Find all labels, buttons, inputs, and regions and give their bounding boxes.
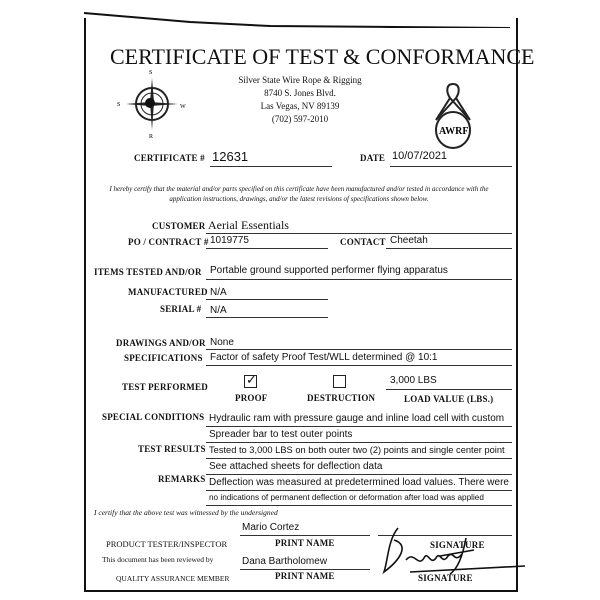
top-edge bbox=[80, 8, 520, 28]
reviewed-by-text: This document has been reviewed by bbox=[102, 555, 214, 564]
tester-name: Mario Cortez bbox=[242, 522, 300, 533]
special-conditions-line: Hydraulic ram with pressure gauge and inline load cell with custom bbox=[209, 413, 505, 424]
destruction-checkbox[interactable] bbox=[333, 375, 346, 388]
test-performed-label: TEST PERFORMED bbox=[122, 382, 208, 392]
special-conditions-line: Spreader bar to test outer points bbox=[209, 429, 353, 440]
test-results-line: Tested to 3,000 LBS on both outer two (2) points and single center point bbox=[209, 445, 505, 455]
items-label: ITEMS TESTED AND/OR bbox=[94, 267, 202, 277]
compass-logo-icon bbox=[112, 66, 192, 150]
svg-text:W: W bbox=[180, 104, 186, 110]
tester-label: PRODUCT TESTER/INSPECTOR bbox=[106, 539, 228, 549]
test-results-label: TEST RESULTS bbox=[138, 444, 206, 454]
company-name: Silver State Wire Rope & Rigging bbox=[238, 75, 362, 85]
svg-text:S: S bbox=[117, 102, 121, 108]
certificate-number: 12631 bbox=[212, 149, 249, 164]
awrf-logo-icon bbox=[428, 80, 478, 152]
destruction-label: DESTRUCTION bbox=[307, 393, 376, 403]
company-phone: (702) 597-2010 bbox=[271, 114, 329, 124]
po-value: 1019775 bbox=[210, 235, 249, 246]
special-conditions-label: SPECIAL CONDITIONS bbox=[102, 412, 205, 422]
load-value-label: LOAD VALUE (LBS.) bbox=[404, 394, 494, 404]
serial-label: SERIAL # bbox=[160, 304, 202, 314]
certificate-label: CERTIFICATE # bbox=[134, 153, 205, 163]
remarks-line: Deflection was measured at predetermined load values. There were bbox=[209, 477, 509, 488]
remarks-line: no indications of permanent deflection or deformation after load was applied bbox=[209, 493, 484, 502]
signature-label: SIGNATURE bbox=[430, 540, 485, 550]
reviewer-name: Dana Bartholomew bbox=[242, 556, 328, 567]
qa-member-label: QUALITY ASSURANCE MEMBER bbox=[116, 574, 230, 583]
company-info bbox=[0, 74, 600, 126]
contact-value: Cheetah bbox=[390, 235, 428, 246]
test-results-line: See attached sheets for deflection data bbox=[209, 461, 383, 472]
signature-label: SIGNATURE bbox=[418, 573, 473, 583]
serial-value: N/A bbox=[210, 305, 227, 316]
remarks-label: REMARKS bbox=[158, 474, 206, 484]
contact-label: CONTACT bbox=[340, 237, 386, 247]
drawings-label: DRAWINGS AND/OR bbox=[116, 338, 206, 348]
witness-statement: I certify that the above test was witnessed by the undersigned bbox=[94, 508, 278, 517]
customer-label: CUSTOMER bbox=[152, 221, 206, 231]
po-label: PO / CONTRACT # bbox=[128, 237, 209, 247]
certify-statement: I hereby certify that the material and/or parts specified on this certificate have been manufactured and/or tested in accordance with the application instructions, drawings, and/or the latest revisions of specifications shown below. bbox=[109, 185, 489, 203]
print-name-label: PRINT NAME bbox=[275, 571, 335, 581]
proof-checkbox[interactable] bbox=[244, 372, 257, 388]
svg-text:R: R bbox=[149, 134, 154, 140]
svg-text:S: S bbox=[149, 70, 153, 76]
company-address: 8740 S. Jones Blvd. bbox=[264, 88, 336, 98]
svg-text:AWRF: AWRF bbox=[439, 126, 469, 137]
print-name-label: PRINT NAME bbox=[275, 538, 335, 548]
date-value: 10/07/2021 bbox=[392, 150, 448, 162]
handwritten-signature bbox=[370, 520, 530, 580]
check-icon: ✓ bbox=[246, 372, 257, 387]
load-value: 3,000 LBS bbox=[390, 375, 437, 386]
proof-label: PROOF bbox=[235, 393, 268, 403]
company-city: Las Vegas, NV 89139 bbox=[260, 101, 340, 111]
customer-value: Aerial Essentials bbox=[208, 218, 289, 232]
specifications-label: SPECIFICATIONS bbox=[124, 353, 203, 363]
drawings-value: None bbox=[210, 337, 234, 348]
page-title: CERTIFICATE OF TEST & CONFORMANCE bbox=[110, 44, 535, 69]
items-value: Portable ground supported performer flying apparatus bbox=[210, 265, 448, 276]
manufactured-value: N/A bbox=[210, 287, 227, 298]
date-label: DATE bbox=[360, 153, 386, 163]
manufactured-label: MANUFACTURED bbox=[128, 287, 208, 297]
specifications-value: Factor of safety Proof Test/WLL determined @ 10:1 bbox=[210, 352, 438, 363]
